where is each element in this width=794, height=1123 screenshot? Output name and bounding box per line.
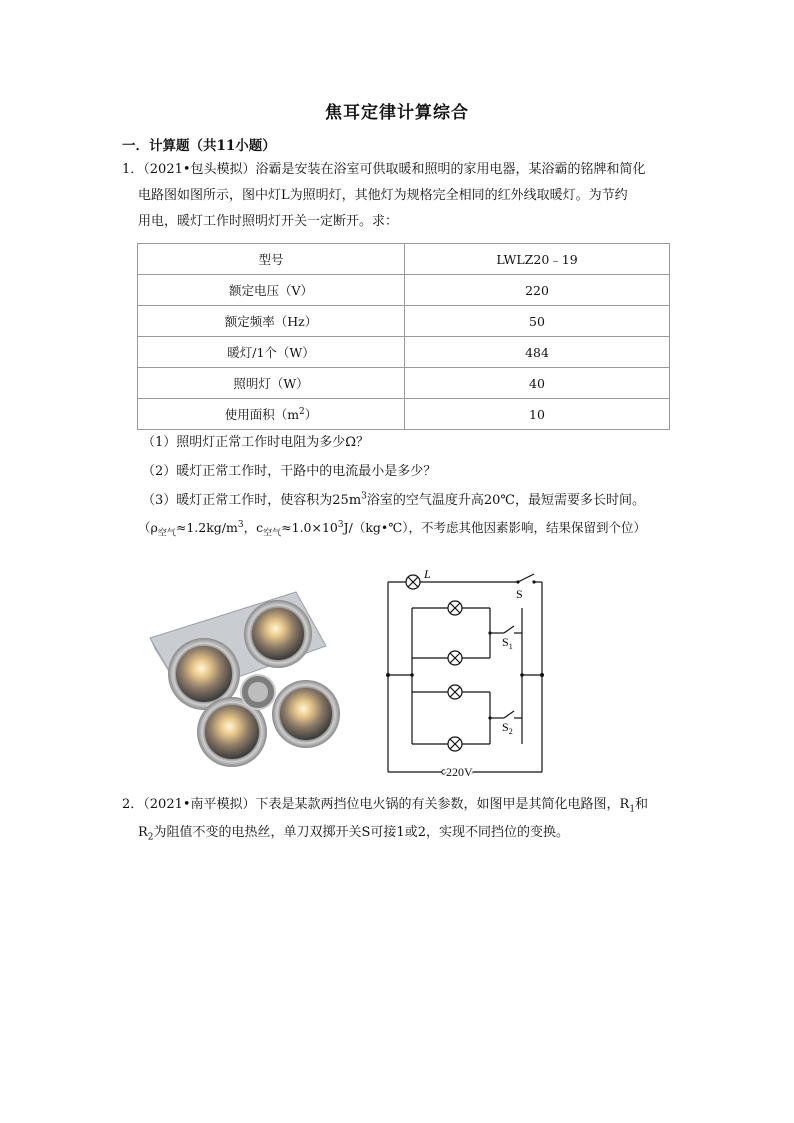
label-tail: ）	[304, 407, 318, 422]
q2-text-a: 2．（2021•南平模拟）下表是某款两挡位电火锅的有关参数，如图甲是其简化电路图，R	[122, 797, 630, 812]
q2-line-2	[122, 820, 682, 848]
s3-tail: 浴室的空气温度升高20℃，最短需要多长时间。	[366, 493, 645, 508]
lamp-icon	[448, 737, 462, 751]
lamp-icon	[448, 685, 462, 699]
bulb-bottom-right	[272, 680, 340, 748]
s2-sub: 2	[508, 727, 513, 736]
s3-text: （3）暖灯正常工作时，使容积为25m	[142, 493, 362, 508]
c-text-c: ，c	[243, 520, 264, 535]
table-cell-label: 照明灯（W）	[138, 368, 405, 399]
lamp-label: L	[424, 568, 431, 581]
table-cell-value: 50	[405, 306, 670, 337]
c-sup-2: 3	[337, 519, 344, 530]
table-row	[138, 337, 670, 368]
bulb-top-right	[244, 600, 312, 668]
subquestion-2: （2）暖灯正常工作时，干路中的电流最小是多少？	[142, 464, 437, 479]
table-row	[138, 244, 670, 275]
s1-main: S	[502, 635, 509, 649]
c-text-b: ≈1.2kg/m	[175, 520, 238, 535]
lamp-icon	[448, 651, 462, 665]
table-row	[138, 399, 670, 430]
q1-line-3: 用电，暖灯工作时照明灯开关一定断开。求：	[138, 214, 399, 229]
switch-s1-label	[502, 635, 513, 651]
question-1	[122, 157, 682, 235]
c-sub-1: 空气	[157, 528, 176, 539]
c-text-d: ≈1.0×10	[281, 520, 338, 535]
switch-s2-label	[502, 720, 513, 736]
switch-s-label: S	[516, 587, 523, 601]
lamp-icon	[448, 601, 462, 615]
table-cell-value: 40	[405, 368, 670, 399]
q2-sub-2: 2	[147, 832, 154, 843]
s1-sub: 1	[508, 642, 513, 651]
table-cell-value: 220	[405, 275, 670, 306]
center-light	[241, 675, 275, 709]
label-sup: 2	[299, 406, 305, 417]
table-row	[138, 275, 670, 306]
table-cell-label	[138, 399, 405, 430]
question-2	[122, 792, 682, 848]
table-row	[138, 368, 670, 399]
junction-dots	[386, 580, 544, 719]
table-cell-label: 暖灯/1个（W）	[138, 337, 405, 368]
s3-sup: 3	[361, 491, 367, 502]
table-row	[138, 306, 670, 337]
table-cell-label: 额定电压（V）	[138, 275, 405, 306]
circuit-diagram	[382, 568, 552, 780]
table-cell-value: 10	[405, 399, 670, 430]
c-sup-1: 3	[237, 519, 244, 530]
table-cell-value: LWLZ20﹣19	[405, 244, 670, 275]
given-constants	[138, 518, 646, 539]
q1-line-1: 1．（2021•包头模拟）浴霸是安装在浴室可供取暖和照明的家用电器，某浴霸的铭牌和简化	[122, 162, 646, 177]
q2-text-d: 为阻值不变的电热丝，单刀双掷开关S可接1或2，实现不同挡位的变换。	[153, 825, 569, 840]
table-cell-label: 额定频率（Hz）	[138, 306, 405, 337]
subquestion-1: （1）照明灯正常工作时电阻为多少Ω？	[142, 435, 370, 450]
page-title: 焦耳定律计算综合	[325, 103, 469, 123]
c-sub-2: 空气	[263, 528, 282, 539]
bath-heater-photo	[146, 586, 346, 774]
c-text-e: J/（kg•℃），不考虑其他因素影响，结果保留到个位）	[343, 520, 647, 535]
label-text: 使用面积（m	[224, 407, 300, 422]
q2-text-c: R	[138, 825, 148, 840]
table-cell-value: 484	[405, 337, 670, 368]
c-text-a: （ρ	[138, 520, 158, 535]
s2-main: S	[502, 720, 509, 734]
subquestion-3	[142, 489, 645, 508]
section-heading: 一．计算题（共11小题）	[122, 138, 276, 154]
q2-sub-1: 1	[629, 804, 636, 815]
spec-table	[137, 243, 670, 430]
table-cell-label: 型号	[138, 244, 405, 275]
lamp-icon	[406, 575, 420, 589]
q1-line-2: 电路图如图所示，图中灯L为照明灯，其他灯为规格完全相同的红外线取暖灯。为节约	[138, 188, 628, 203]
q2-line-1	[122, 792, 682, 820]
q2-text-b: 和	[635, 797, 649, 812]
supply-label: 220V	[446, 765, 473, 779]
